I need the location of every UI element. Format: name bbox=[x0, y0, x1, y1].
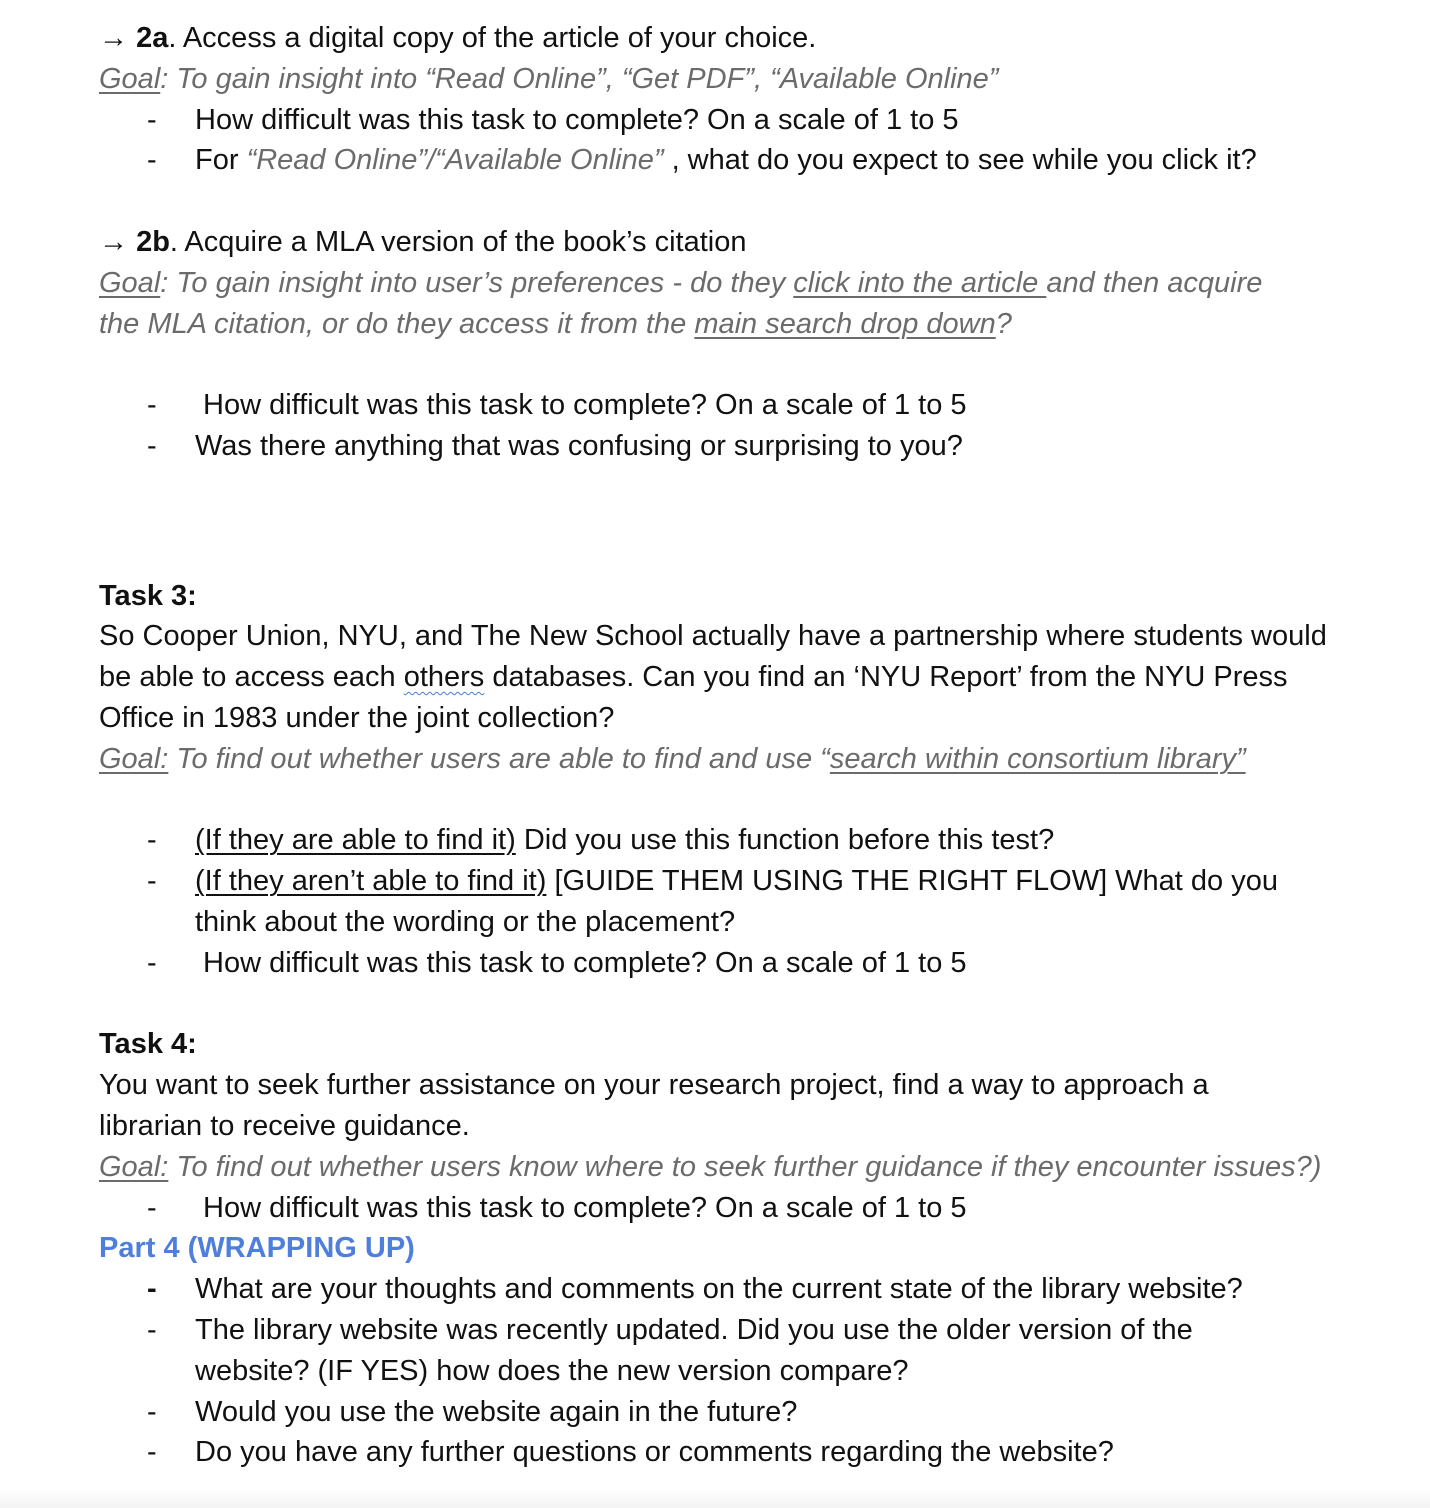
goal-text: and then acquire the MLA citation, or do they access it from the bbox=[99, 266, 1263, 340]
task-4-title bbox=[99, 1024, 1399, 1065]
list-dash: - bbox=[147, 1191, 157, 1224]
task-4-goal bbox=[99, 1147, 1329, 1188]
list-dash: - bbox=[147, 1273, 157, 1306]
condition-text: (If they are able to find it) bbox=[195, 824, 516, 857]
question-text: Was there anything that was confusing or surprising to you? bbox=[195, 429, 963, 462]
body-text: So Cooper Union, NYU, and The New School actually have a partnership where students would be able to access each bbox=[99, 620, 1327, 694]
question-prefix: For bbox=[195, 144, 247, 177]
task-3-title bbox=[99, 576, 1399, 617]
question-text: How difficult was this task to complete? On a scale of 1 to 5 bbox=[203, 389, 967, 422]
goal-text: : To gain insight into user’s preferences - do they bbox=[160, 266, 794, 299]
list-dash: - bbox=[147, 1436, 157, 1469]
task-2a-text: . Access a digital copy of the article of your choice. bbox=[168, 22, 817, 54]
task-title: Task 3: bbox=[99, 579, 197, 612]
spacer bbox=[99, 535, 1399, 576]
task-2b-text: . Acquire a MLA version of the book’s citation bbox=[169, 225, 747, 258]
document-body bbox=[99, 18, 1399, 1473]
question-text: Do you have any further questions or comments regarding the website? bbox=[195, 1436, 1114, 1469]
list-item bbox=[99, 1432, 1399, 1473]
goal-link-consortium-search[interactable]: search within consortium library” bbox=[829, 742, 1246, 775]
condition-text: (If they aren’t able to find it) bbox=[195, 865, 547, 898]
spacer bbox=[99, 344, 1399, 385]
question-text: [GUIDE THEM USING THE RIGHT FLOW] What do you think about the wording or the placement? bbox=[195, 865, 1278, 938]
part-4-heading: Part 4 (WRAPPING UP) bbox=[99, 1232, 415, 1265]
list-dash: - bbox=[147, 429, 157, 462]
task-2a-goal bbox=[99, 59, 1399, 100]
list-item bbox=[99, 426, 1399, 467]
spacer bbox=[99, 181, 1399, 222]
list-item bbox=[99, 140, 1399, 181]
question-text: How difficult was this task to complete? On a scale of 1 to 5 bbox=[203, 946, 967, 979]
list-dash: - bbox=[147, 389, 157, 422]
spacer bbox=[99, 780, 1399, 821]
goal-text: To find out whether users know where to seek further guidance if they encounter issues?) bbox=[168, 1150, 1322, 1183]
list-item bbox=[99, 1269, 1399, 1310]
list-dash: - bbox=[147, 865, 157, 898]
list-item bbox=[99, 861, 1335, 943]
list-dash: - bbox=[147, 946, 157, 979]
list-item bbox=[99, 100, 1399, 141]
task-2b-label: 2b bbox=[136, 225, 170, 258]
spacer bbox=[99, 467, 1399, 535]
question-text: Did you use this function before this test? bbox=[515, 824, 1055, 857]
list-dash: - bbox=[147, 1313, 157, 1346]
quoted-labels: “Read Online”/“Available Online” bbox=[246, 144, 664, 177]
goal-text: To find out whether users are able to find and use “ bbox=[168, 742, 830, 775]
question-text: The library website was recently updated. Did you use the older version of the website? (IF YES) how does the new version compare? bbox=[195, 1313, 1193, 1387]
list-dash: - bbox=[147, 103, 157, 136]
list-item bbox=[99, 943, 1399, 984]
goal-text: : To gain insight into “Read Online”, “Get PDF”, “Available Online” bbox=[160, 62, 999, 95]
list-item bbox=[99, 820, 1399, 861]
task-3-body bbox=[99, 616, 1334, 738]
list-dash: - bbox=[147, 1395, 157, 1428]
task-3-goal bbox=[99, 739, 1399, 780]
question-text: How difficult was this task to complete? On a scale of 1 to 5 bbox=[195, 103, 959, 136]
bottom-fade bbox=[0, 1490, 1430, 1508]
spacer bbox=[99, 984, 1399, 1025]
goal-link-main-search-drop-down[interactable]: main search drop down bbox=[694, 307, 996, 340]
task-2b-heading bbox=[99, 222, 1399, 263]
body-text: databases. Can you find an ‘NYU Report’ from the NYU Press Office in 1983 under the joint collection? bbox=[99, 661, 1288, 734]
task-2a-label: 2a bbox=[136, 22, 169, 54]
task-2b-goal bbox=[99, 263, 1279, 345]
task-title: Task 4: bbox=[99, 1028, 197, 1061]
list-item bbox=[99, 1392, 1399, 1433]
arrow-icon: → bbox=[99, 22, 128, 54]
question-suffix: , what do you expect to see while you click it? bbox=[663, 144, 1257, 177]
goal-label: Goal: bbox=[99, 1150, 169, 1183]
list-item bbox=[99, 1188, 1399, 1229]
question-text: How difficult was this task to complete? On a scale of 1 to 5 bbox=[203, 1191, 967, 1224]
spellcheck-word[interactable]: others bbox=[403, 661, 485, 694]
goal-label: Goal bbox=[99, 62, 161, 95]
list-item bbox=[99, 1310, 1305, 1392]
goal-label: Goal: bbox=[99, 742, 169, 775]
arrow-icon: → bbox=[99, 225, 128, 258]
question-text: What are your thoughts and comments on the current state of the library website? bbox=[195, 1273, 1243, 1306]
question-text: Would you use the website again in the future? bbox=[195, 1395, 798, 1428]
task-2a-heading bbox=[99, 18, 1399, 59]
goal-text: ? bbox=[995, 307, 1012, 340]
list-dash: - bbox=[147, 144, 157, 177]
task-4-body: You want to seek further assistance on your research project, find a way to approach a librarian to receive guidance. bbox=[99, 1069, 1209, 1142]
list-dash: - bbox=[147, 824, 157, 857]
goal-label: Goal bbox=[99, 266, 161, 299]
goal-link-click-into-article[interactable]: click into the article bbox=[793, 266, 1047, 299]
list-item bbox=[99, 385, 1399, 426]
